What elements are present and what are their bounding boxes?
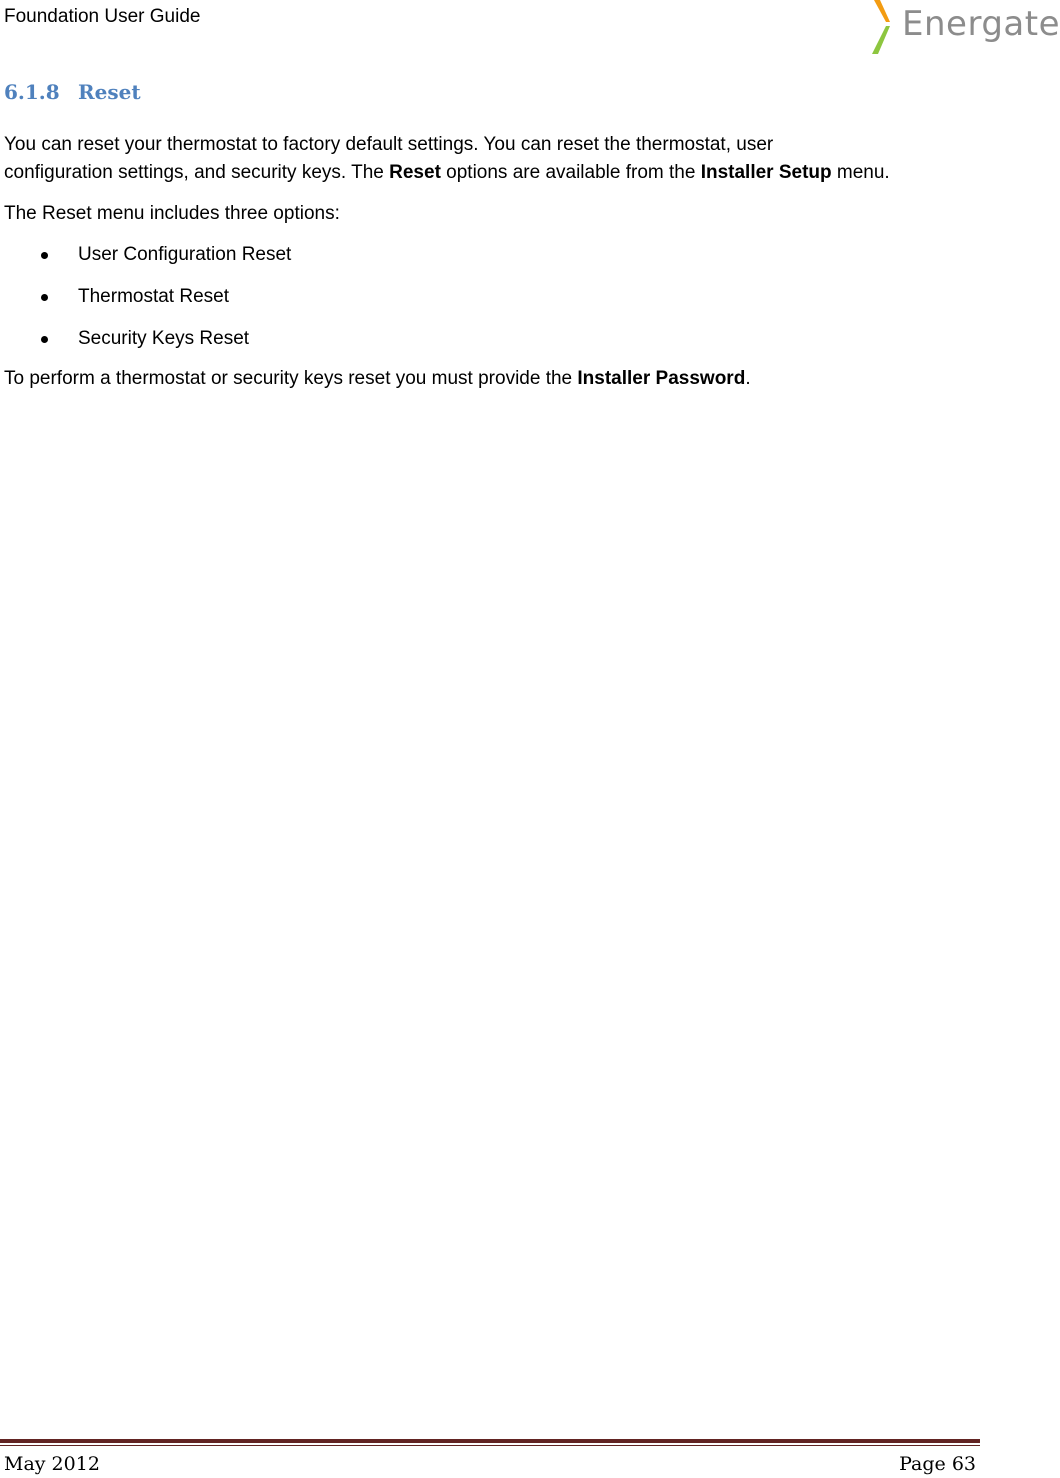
intro-text: menu. [831,162,890,183]
bullet-icon [41,336,48,343]
section-title: Reset [78,80,141,104]
footer-rule-thin [0,1445,980,1446]
option-label: User Configuration Reset [78,244,292,265]
bullet-icon [41,294,48,301]
intro-paragraph [4,131,890,187]
installer-password-term: Installer Password [577,368,746,389]
section-heading [4,78,141,106]
reset-term: Reset [389,162,441,183]
bullet-icon [41,252,48,259]
footer-date: May 2012 [4,1453,100,1475]
logo-wordmark: Energate [902,4,1060,44]
password-text: To perform a thermostat or security keys reset you must provide the [4,368,578,389]
intro-line-2 [4,159,890,187]
installer-setup-term: Installer Setup [700,162,832,183]
intro-text: options are available from the [440,162,701,183]
document-header-title: Foundation User Guide [4,6,201,27]
footer-rule [0,1439,980,1443]
section-number: 6.1.8 [4,80,60,104]
option-label: Thermostat Reset [78,286,229,307]
energate-logo [870,0,1060,56]
footer-page-number: Page 63 [899,1453,976,1475]
password-paragraph [4,365,751,393]
intro-line-1: You can reset your thermostat to factory default settings. You can reset the thermostat, user [4,134,774,155]
password-text: . [745,368,751,389]
option-label: Security Keys Reset [78,328,250,349]
intro-text: configuration settings, and security keys. The [4,162,390,183]
options-intro-paragraph: The Reset menu includes three options: [4,203,340,224]
